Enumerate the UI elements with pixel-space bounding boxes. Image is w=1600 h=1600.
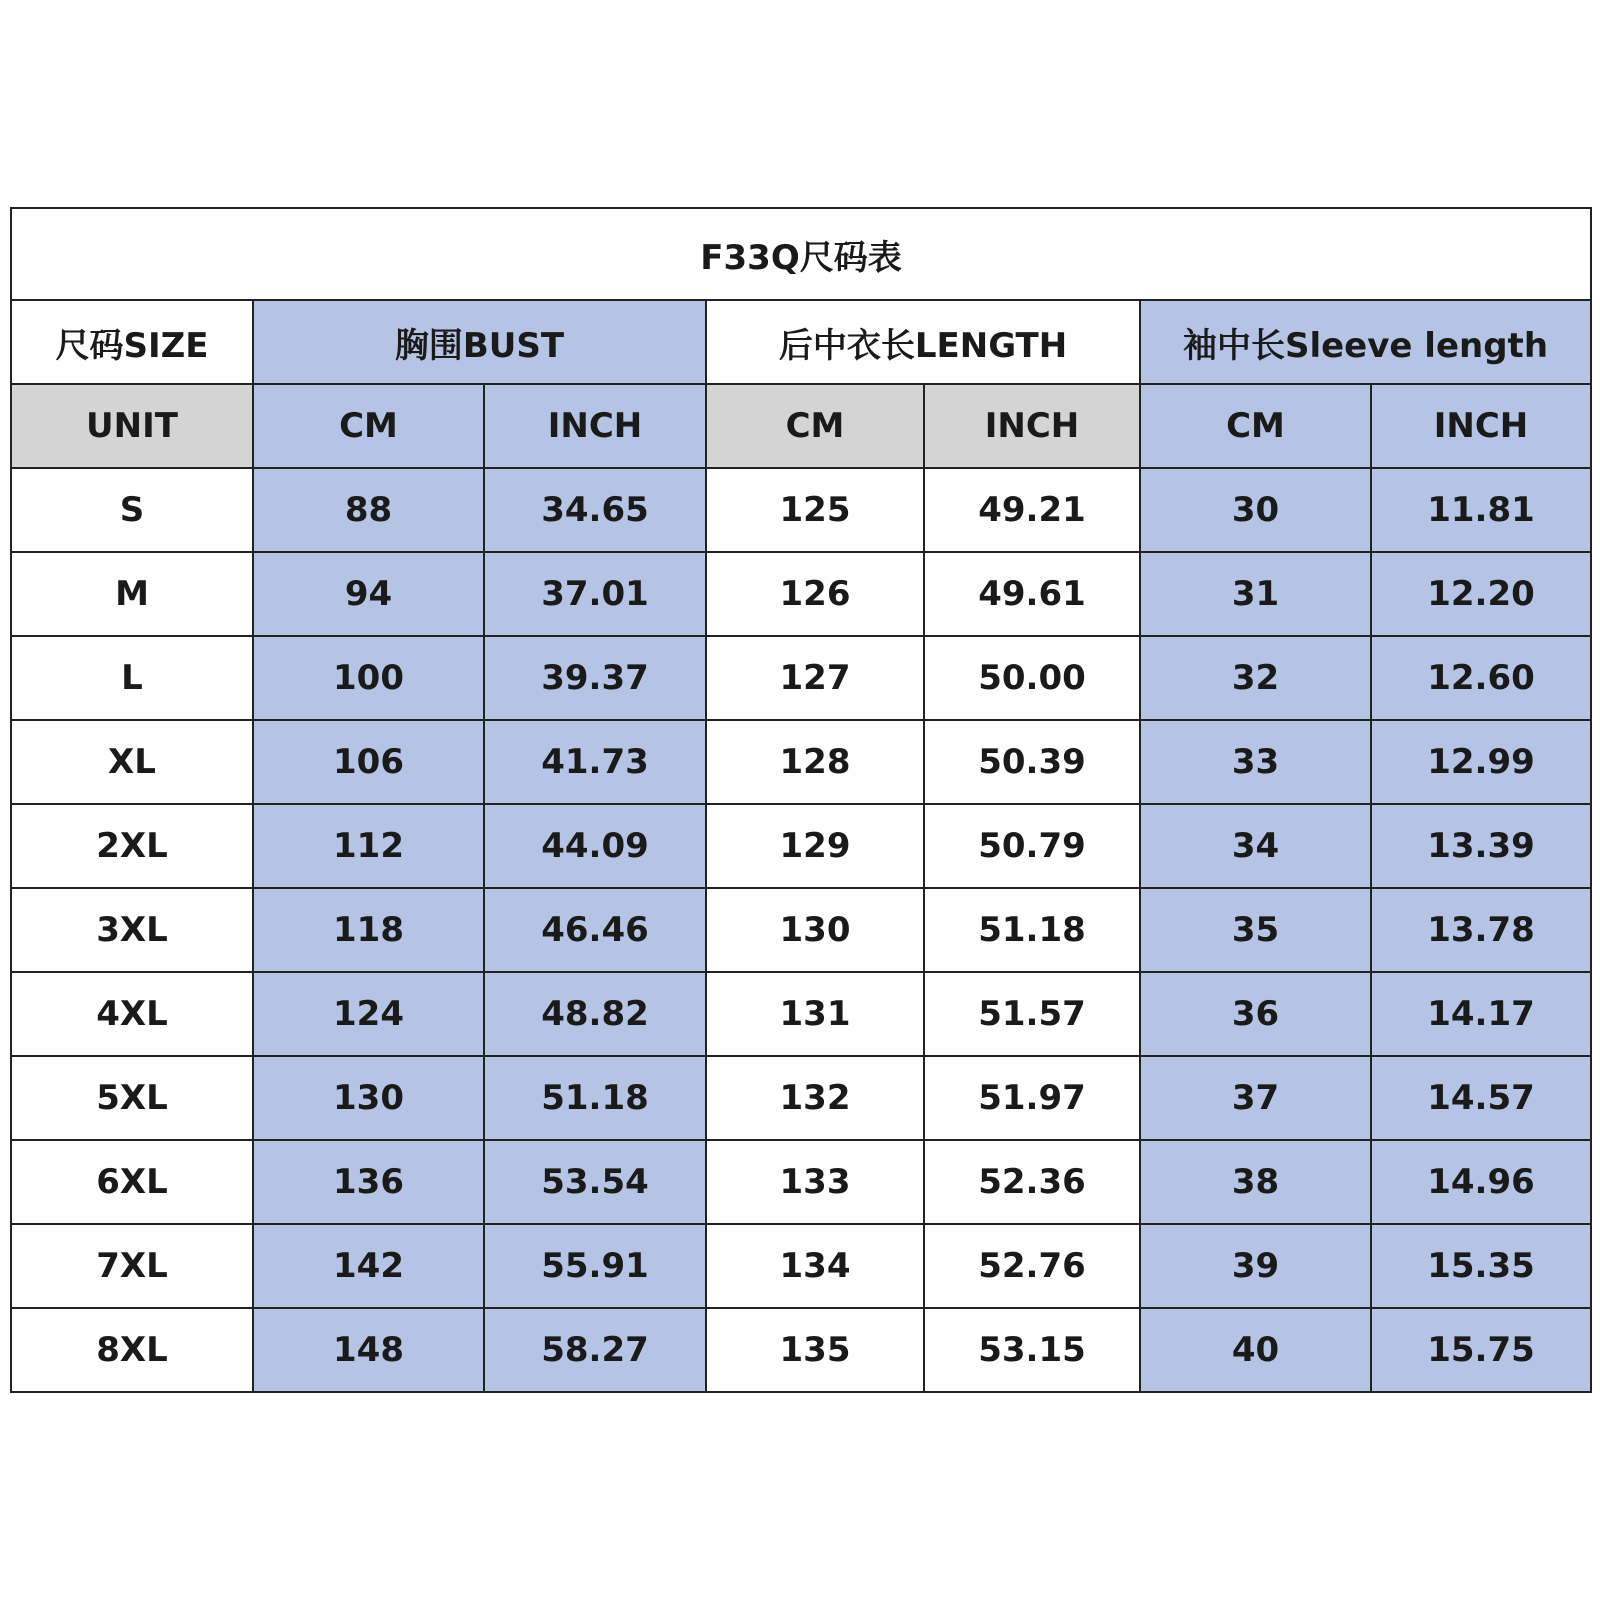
cell-length-cm: 129 xyxy=(706,804,924,888)
cell-size: 2XL xyxy=(11,804,253,888)
cell-sleeve-inch: 15.75 xyxy=(1371,1308,1591,1392)
cell-length-inch: 50.39 xyxy=(924,720,1140,804)
cell-bust-inch: 48.82 xyxy=(484,972,706,1056)
cell-length-inch: 52.36 xyxy=(924,1140,1140,1224)
table-row xyxy=(11,1056,1591,1140)
table-row xyxy=(11,972,1591,1056)
header-bust: 胸围BUST xyxy=(253,300,706,384)
cell-bust-cm: 100 xyxy=(253,636,484,720)
cell-sleeve-inch: 14.96 xyxy=(1371,1140,1591,1224)
cell-bust-inch: 46.46 xyxy=(484,888,706,972)
cell-bust-cm: 106 xyxy=(253,720,484,804)
cell-sleeve-cm: 33 xyxy=(1140,720,1371,804)
cell-sleeve-inch: 12.20 xyxy=(1371,552,1591,636)
table-title: F33Q尺码表 xyxy=(11,208,1591,300)
title-row xyxy=(11,208,1591,300)
cell-size: M xyxy=(11,552,253,636)
cell-length-cm: 135 xyxy=(706,1308,924,1392)
cell-sleeve-inch: 14.17 xyxy=(1371,972,1591,1056)
cell-sleeve-cm: 34 xyxy=(1140,804,1371,888)
cell-size: 6XL xyxy=(11,1140,253,1224)
cell-length-cm: 132 xyxy=(706,1056,924,1140)
size-chart-body xyxy=(11,208,1591,1392)
cell-sleeve-inch: 13.39 xyxy=(1371,804,1591,888)
cell-length-inch: 51.57 xyxy=(924,972,1140,1056)
cell-size: L xyxy=(11,636,253,720)
cell-sleeve-cm: 32 xyxy=(1140,636,1371,720)
cell-sleeve-cm: 30 xyxy=(1140,468,1371,552)
cell-sleeve-cm: 39 xyxy=(1140,1224,1371,1308)
table-row xyxy=(11,468,1591,552)
cell-length-cm: 130 xyxy=(706,888,924,972)
unit-length-cm: CM xyxy=(706,384,924,468)
table-row xyxy=(11,636,1591,720)
header-sleeve: 袖中长Sleeve length xyxy=(1140,300,1591,384)
unit-bust-inch: INCH xyxy=(484,384,706,468)
cell-bust-inch: 53.54 xyxy=(484,1140,706,1224)
cell-sleeve-cm: 38 xyxy=(1140,1140,1371,1224)
table-row xyxy=(11,804,1591,888)
cell-length-inch: 49.61 xyxy=(924,552,1140,636)
cell-size: 3XL xyxy=(11,888,253,972)
cell-length-inch: 53.15 xyxy=(924,1308,1140,1392)
cell-bust-cm: 118 xyxy=(253,888,484,972)
cell-bust-inch: 39.37 xyxy=(484,636,706,720)
cell-length-cm: 128 xyxy=(706,720,924,804)
header-row xyxy=(11,300,1591,384)
table-row xyxy=(11,888,1591,972)
cell-bust-cm: 94 xyxy=(253,552,484,636)
cell-bust-cm: 124 xyxy=(253,972,484,1056)
cell-length-inch: 51.18 xyxy=(924,888,1140,972)
cell-bust-inch: 55.91 xyxy=(484,1224,706,1308)
unit-length-inch: INCH xyxy=(924,384,1140,468)
table-row xyxy=(11,720,1591,804)
cell-bust-cm: 88 xyxy=(253,468,484,552)
cell-size: S xyxy=(11,468,253,552)
cell-sleeve-inch: 15.35 xyxy=(1371,1224,1591,1308)
cell-bust-inch: 58.27 xyxy=(484,1308,706,1392)
cell-length-inch: 49.21 xyxy=(924,468,1140,552)
cell-size: 7XL xyxy=(11,1224,253,1308)
unit-label: UNIT xyxy=(11,384,253,468)
table-row xyxy=(11,1140,1591,1224)
cell-sleeve-cm: 37 xyxy=(1140,1056,1371,1140)
cell-length-cm: 125 xyxy=(706,468,924,552)
cell-bust-cm: 148 xyxy=(253,1308,484,1392)
cell-sleeve-inch: 13.78 xyxy=(1371,888,1591,972)
header-size: 尺码SIZE xyxy=(11,300,253,384)
cell-bust-inch: 41.73 xyxy=(484,720,706,804)
cell-length-cm: 126 xyxy=(706,552,924,636)
cell-sleeve-cm: 31 xyxy=(1140,552,1371,636)
table-row xyxy=(11,552,1591,636)
table-row xyxy=(11,1308,1591,1392)
cell-length-inch: 52.76 xyxy=(924,1224,1140,1308)
unit-row xyxy=(11,384,1591,468)
cell-length-inch: 51.97 xyxy=(924,1056,1140,1140)
size-chart-table xyxy=(10,207,1592,1393)
cell-sleeve-inch: 12.60 xyxy=(1371,636,1591,720)
cell-bust-cm: 142 xyxy=(253,1224,484,1308)
cell-bust-cm: 136 xyxy=(253,1140,484,1224)
cell-sleeve-inch: 12.99 xyxy=(1371,720,1591,804)
unit-bust-cm: CM xyxy=(253,384,484,468)
cell-size: 4XL xyxy=(11,972,253,1056)
cell-size: 5XL xyxy=(11,1056,253,1140)
cell-sleeve-inch: 14.57 xyxy=(1371,1056,1591,1140)
cell-sleeve-cm: 35 xyxy=(1140,888,1371,972)
cell-size: 8XL xyxy=(11,1308,253,1392)
cell-length-cm: 133 xyxy=(706,1140,924,1224)
cell-bust-inch: 34.65 xyxy=(484,468,706,552)
cell-length-inch: 50.79 xyxy=(924,804,1140,888)
unit-sleeve-cm: CM xyxy=(1140,384,1371,468)
cell-bust-inch: 37.01 xyxy=(484,552,706,636)
cell-length-cm: 134 xyxy=(706,1224,924,1308)
cell-length-cm: 131 xyxy=(706,972,924,1056)
cell-length-inch: 50.00 xyxy=(924,636,1140,720)
unit-sleeve-inch: INCH xyxy=(1371,384,1591,468)
cell-bust-cm: 130 xyxy=(253,1056,484,1140)
cell-bust-inch: 44.09 xyxy=(484,804,706,888)
cell-sleeve-cm: 36 xyxy=(1140,972,1371,1056)
cell-bust-inch: 51.18 xyxy=(484,1056,706,1140)
cell-bust-cm: 112 xyxy=(253,804,484,888)
cell-sleeve-inch: 11.81 xyxy=(1371,468,1591,552)
cell-length-cm: 127 xyxy=(706,636,924,720)
cell-size: XL xyxy=(11,720,253,804)
cell-sleeve-cm: 40 xyxy=(1140,1308,1371,1392)
table-row xyxy=(11,1224,1591,1308)
header-length: 后中衣长LENGTH xyxy=(706,300,1140,384)
